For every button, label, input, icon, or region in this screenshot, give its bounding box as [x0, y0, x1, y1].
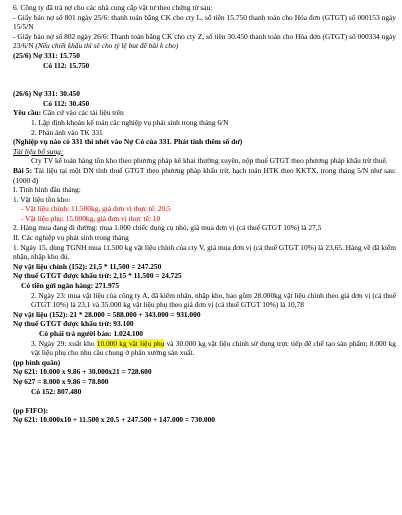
list-item: 2. Phản ánh vào TK 331 — [31, 127, 103, 137]
entry-debit: Nợ vật liệu (152): 21 * 28.000 = 588.000 + 343.000 = 931.000 — [13, 309, 201, 319]
entry-credit: Có tiền gửi ngân hàng: 271.975 — [21, 281, 120, 291]
entry-debit: Nợ 621: 10.000x10 + 11.500 x 20.5 + 247.500 + 147.000 = 730.000 — [13, 415, 216, 425]
entry-credit: Có 152: 807.480 — [31, 386, 82, 396]
text-span: 3. Ngày 29: xuất kho — [31, 338, 97, 348]
list-item: 1. Ngày 15, dùng TGNH mua 11.500 kg vật liệu chính của cty V, giá mua đơn vị (cả thuế GTGT 10%) là 23,65. Hàng về đã kiểm nhận, nhập kho đủ. — [13, 242, 396, 262]
method-label: (pp bình quân) — [13, 357, 61, 367]
text-line: 6. Công ty đã trả nợ cho các nhà cung cấp vật tư theo chứng từ sau: — [13, 3, 213, 12]
list-item: 1. Lập định khoản kế toán các nghiệp vụ phát sinh trong tháng 6/N — [31, 117, 229, 127]
text-line: I. Tình hình đầu tháng: — [13, 185, 81, 195]
list-item: - Vật liệu chính: 11.500kg, giá đơn vị thực tế: 20,5 — [21, 204, 171, 214]
entry-credit: Có 112: 30.450 — [43, 98, 90, 108]
list-item — [13, 339, 396, 358]
text-span: Căn cứ vào các tài liệu trên — [41, 108, 124, 118]
text-line: II. Các nghiệp vụ phát sinh trong tháng — [13, 233, 129, 243]
text-span: và 30.000 kg vật liệu chính sử dụng trực tiếp để chế tạo sản phẩm; 8.000 kg vật liệu phụ cho nhu cầu chung ở phân xưởng sản xuất. — [31, 338, 396, 358]
text-line — [13, 32, 396, 51]
entry-credit: Có 112: 15.750 — [43, 60, 90, 70]
exercise-title: Bài 5: — [13, 165, 33, 175]
list-item: 2. Ngày 23: mua vật liệu của công ty A, đã kiểm nhận, nhập kho, bao gồm 28.000kg vật liệu chính theo giá đơn vị (cả thuế GTGT 10%) là 23,1 và 35.000 kg vật liệu phụ theo giá đơn vị (cả thuế GTGT 10%) là 10,78 — [31, 290, 396, 310]
entry-debit: (25/6) Nợ 331: 15.750 — [13, 50, 80, 60]
text-line: 1. Vật liệu tồn kho: — [13, 194, 71, 204]
entry-debit: Nợ vật liệu chính (152): 21,5 * 11,500 = 247.250 — [13, 261, 162, 271]
section-label: Tài liệu bổ sung: — [13, 146, 64, 156]
note-line: (Nghiệp vụ nào có 331 thì nhét vào Nợ Có của 331. Phát tính thêm số dư) — [13, 137, 243, 147]
entry-debit: (26/6) Nợ 331: 30.450 — [13, 89, 80, 99]
spacer — [13, 70, 396, 89]
highlighted-text: 10.000 kg vật liệu phụ — [96, 338, 165, 348]
text-line: Cty TV kế toán hàng tồn kho theo phương pháp kê khai thường xuyên, nộp thuế GTGT theo phương pháp khấu trừ thuế. — [31, 156, 388, 166]
entry-debit: Nợ thuế GTGT được khấu trừ: 2,15 * 11.500 = 24.725 — [13, 271, 182, 281]
method-label: (pp FIFO): — [13, 405, 49, 415]
text-span: Tài liệu tại một DN tính thuế GTGT theo phương pháp khấu trừ, hạch toán HTK theo KKTX, trong tháng 5/N như sau: (1000 đ) — [13, 165, 396, 185]
label-requirement: Yêu cầu: — [13, 108, 42, 118]
text-line — [13, 166, 396, 185]
entry-debit: Nợ thuế GTGT được khấu trừ: 93.100 — [13, 319, 134, 329]
entry-debit: Nợ 627 = 8.000 x 9.86 = 78.800 — [13, 376, 109, 386]
note-text: (Nếu chiết khấu thì sẽ cho tỷ lệ but để bài k cho) — [35, 41, 179, 51]
list-item: - Vật liệu phụ: 15.000kg, giá đơn vị thực tế: 10 — [21, 213, 161, 223]
entry-credit: Có phải trả người bán: 1.024.100 — [39, 329, 144, 338]
entry-debit: Nợ 621: 10.000 x 9.86 + 30.000x21 = 728.600 — [13, 367, 152, 377]
text-line — [13, 108, 396, 118]
text-span: - Giấy báo nợ số 802 ngày 26/6: Thanh toán bằng CK cho cty Z, số tiền 30.450 thanh toán cho Hóa đơn (GTGT) số 000334 ngày 23/6/N — [13, 31, 396, 51]
text-line: - Giấy báo nợ số 801 ngày 25/6: thanh toán bằng CK cho cty L, số tiền 15.750 thanh toán cho Hóa đơn (GTGT) số 000153 ngày 15/5/N — [13, 12, 396, 32]
text-line: 2. Hàng mua đang đi đường: mua 1.000 chiếc dụng cụ nhỏ, giá mua đơn vị (cả thuế GTGT 10%) là 27,5 — [13, 223, 322, 233]
spacer — [13, 396, 396, 406]
